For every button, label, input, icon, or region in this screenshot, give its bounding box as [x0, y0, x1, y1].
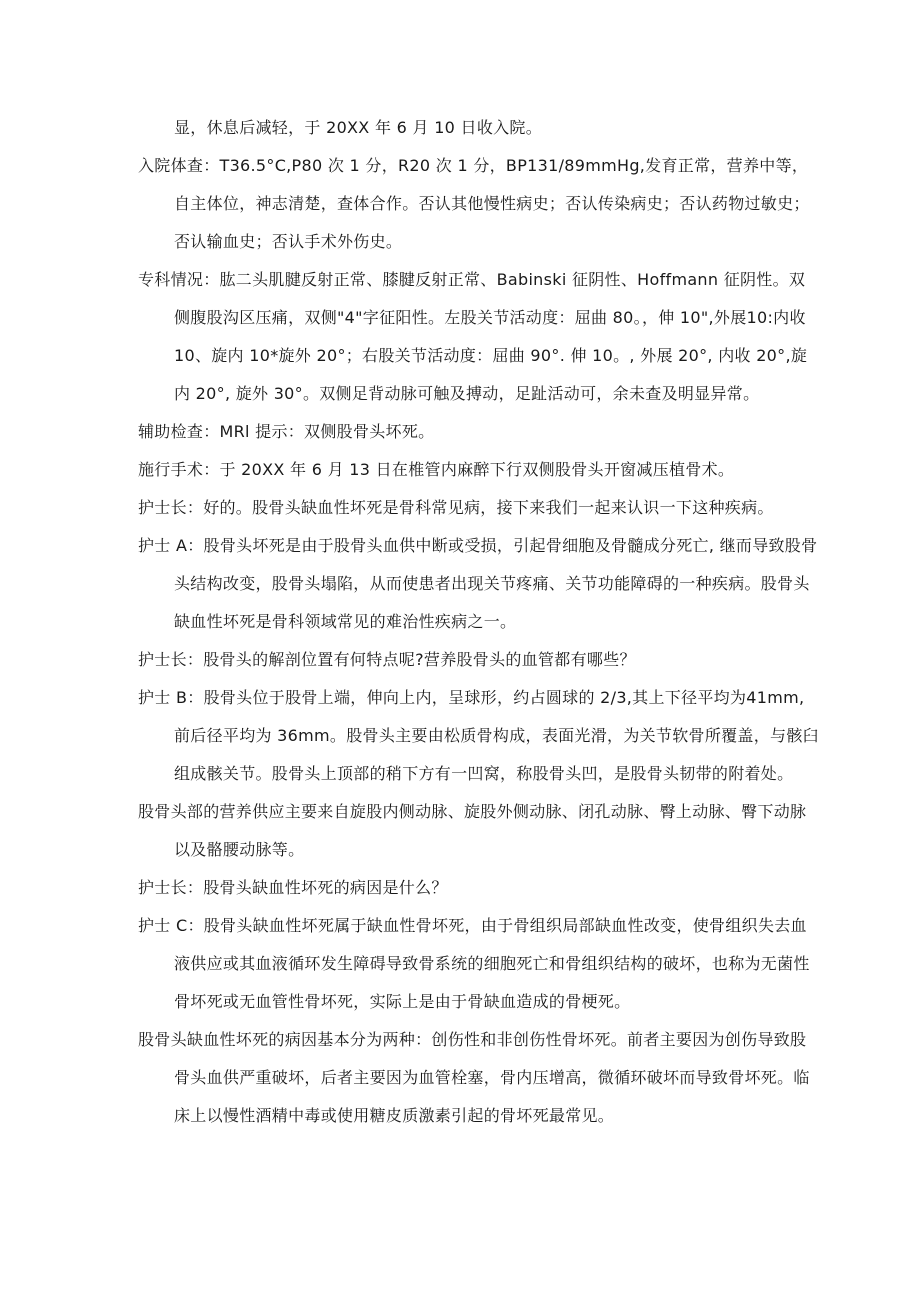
- paragraph-blood-supply: 股骨头部的营养供应主要来自旋股内侧动脉、旋股外侧动脉、闭孔动脉、臀上动脉、臀下动脉以及骼腰动脉等。: [138, 802, 807, 859]
- paragraph-head-nurse-question-anatomy: 护士长：股骨头的解剖位置有何特点呢?营养股骨头的血管都有哪些？: [138, 650, 636, 669]
- paragraph-auxiliary-exam: 辅助检查：MRl 提示：双侧股骨头坏死。: [138, 422, 435, 441]
- paragraph-surgery: 施行手术：于 20XX 年 6 月 13 日在椎管内麻醉下行双侧股骨头开窗减压植骨术。: [138, 460, 735, 479]
- paragraph-nurse-b: 护士 B：股骨头位于股骨上端，伸向上内，呈球形，约占圆球的 2/3,其上下径平均为41mm,前后径平均为 36mm。股骨头主要由松质骨构成，表面光滑，为关节软骨所覆盖，与骸臼组成骸关节。股骨头上顶部的稍下方有一凹窝，称股骨头凹，是股骨头韧带的附着处。: [138, 688, 819, 783]
- paragraph-head-nurse-question-cause: 护士长：股骨头缺血性坏死的病因是什么？: [138, 878, 448, 897]
- document-body: [0, 109, 920, 1135]
- paragraph-head-nurse-intro: 护士长：好的。股骨头缺血性坏死是骨科常见病，接下来我们一起来认识一下这种疾病。: [138, 498, 774, 517]
- paragraph-admission-continuation: 显，休息后减轻，于 20XX 年 6 月 10 日收入院。: [174, 118, 543, 137]
- paragraph-etiology: 股骨头缺血性坏死的病因基本分为两种：创伤性和非创伤性骨坏死。前者主要因为创伤导致股骨头血供严重破坏，后者主要因为血管栓塞，骨内压增高，微循环破坏而导致骨坏死。临床上以慢性酒精中毒或使用糖皮质激素引起的骨坏死最常见。: [138, 1030, 810, 1125]
- paragraph-nurse-c: 护士 C：股骨头缺血性坏死属于缺血性骨坏死，由于骨组织局部缺血性改变，使骨组织失去血液供应或其血液循环发生障碍导致骨系统的细胞死亡和骨组织结构的破坏，也称为无菌性骨坏死或无血管性骨坏死，实际上是由于骨缺血造成的骨梗死。: [138, 916, 810, 1011]
- paragraph-nurse-a: 护士 A：股骨头坏死是由于股骨头血供中断或受损，引起骨细胞及骨髓成分死亡, 继而导致股骨头结构改变，股骨头塌陷，从而使患者出现关节疼痛、关节功能障碍的一种疾病。股骨头缺血性坏死是骨科领域常见的难治性疾病之一。: [138, 536, 818, 631]
- paragraph-specialist-findings: 专科情况：肱二头肌腱反射正常、膝腱反射正常、Babinski 征阴性、Hoffmann 征阴性。双侧腹股沟区压痛，双侧"4"字征阳性。左股关节活动度：屈曲 80。，伸 10",外展10:内收 10、旋内 10*旋外 20°；右股关节活动度：屈曲 90°. 伸 10。, 外展 20°, 内收 20°,旋内 20°, 旋外 30°。双侧足背动脉可触及搏动，足趾活动可，余未查及明显异常。: [138, 270, 808, 403]
- paragraph-admission-exam: 入院体查：T36.5°C,P80 次 1 分，R20 次 1 分，BP131∕89mmHg,发育正常，营养中等，自主体位，神志清楚，查体合作。否认其他慢性病史；否认传染病史；否认药物过敏史；否认输血史；否认手术外伤史。: [138, 156, 810, 251]
